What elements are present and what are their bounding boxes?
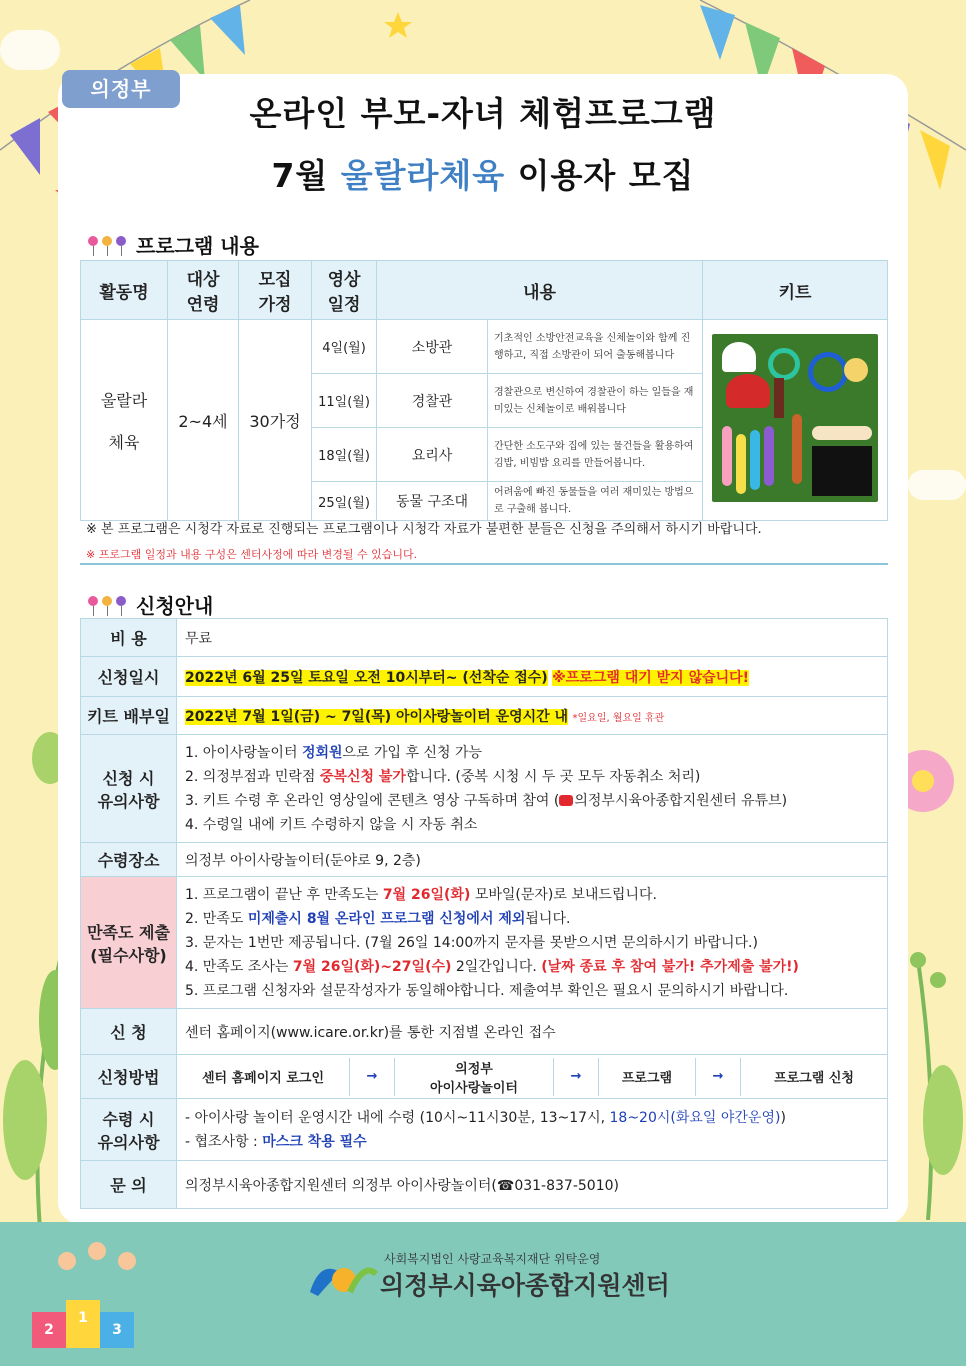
arrow-icon: → (554, 1058, 599, 1096)
balloon-hearts-icon (88, 594, 128, 616)
session-place: 경찰관 (377, 374, 488, 428)
header-kit: 키트 (703, 261, 888, 320)
apply-value: 센터 홈페이지(www.icare.or.kr)를 통한 지점별 온라인 접수 (177, 1009, 888, 1055)
target-age: 2~4세 (168, 320, 239, 521)
center-name: 의정부시육아종합지원센터 (380, 1271, 670, 1300)
arrow-icon: → (696, 1058, 741, 1096)
caution-list: 1. 아이사랑놀이터 정회원으로 가입 후 신청 가능 2. 의정부점과 민락점 중복신청 불가합니다. (중복 시청 시 두 곳 모두 자동취소 처리) 3. 키트 수령 후 온라인 영상일에 콘텐츠 영상 구독하며 참여 ( 의정부시육아종합지원센터 유튜브) 4. 수령일 내에 키트 수령하지 않을 시 자동 취소 (177, 735, 888, 843)
survey-label: 만족도 제출 (필수사항) (81, 877, 177, 1009)
session-desc: 간단한 소도구와 집에 있는 물건들을 활용하여 김밥, 비빔밥 요리를 만들어봅니다. (488, 428, 703, 482)
apply-label: 신 청 (81, 1009, 177, 1055)
session-place: 동물 구조대 (377, 482, 488, 521)
step-login: 센터 홈페이지 로그인 (177, 1058, 350, 1096)
program-note-2: ※ 프로그램 일정과 내용 구성은 센터사정에 따라 변경될 수 있습니다. (86, 548, 418, 561)
session-date: 25일(월) (312, 482, 377, 521)
operator-text: 사회복지법인 사랑교육복지재단 위탁운영 (384, 1252, 601, 1266)
title-month: 7월 (271, 156, 329, 195)
center-logo-icon (300, 1252, 380, 1302)
header-age: 대상 연령 (168, 261, 239, 320)
step-branch: 의정부 아이사랑놀이터 (395, 1058, 554, 1096)
kids-podium: 2 1 3 (30, 1282, 150, 1348)
method-flow (177, 1055, 888, 1099)
receive-label: 수령 시 유의사항 (81, 1099, 177, 1161)
apply-section-heading: 신청안내 (88, 590, 213, 619)
session-date: 11일(월) (312, 374, 377, 428)
arrow-icon: → (350, 1058, 395, 1096)
program-note-1: ※ 본 프로그램은 시청각 자료로 진행되는 프로그램이나 시청각 자료가 불편한 분들은 신청을 주의해서 하시기 바랍니다. (86, 522, 762, 537)
kit-date-value: 2022년 7월 1일(금) ~ 7일(목) 아이사랑놀이터 운영시간 내 *일요일, 월요일 휴관 (177, 697, 888, 735)
header-content: 내용 (377, 261, 703, 320)
title-recruit: 이용자 모집 (517, 156, 695, 195)
divider (80, 563, 888, 565)
caution-label: 신청 시 유의사항 (81, 735, 177, 843)
session-desc: 경찰관으로 변신하여 경찰관이 하는 일들을 재미있는 신체놀이로 배워봅니다 (488, 374, 703, 428)
pickup-value: 의정부 아이사랑놀이터(둔야로 9, 2층) (177, 843, 888, 877)
session-desc: 어려움에 빠진 동물들을 여러 재미있는 방법으로 구출해 봅니다. (488, 482, 703, 521)
contact-label: 문 의 (81, 1161, 177, 1209)
title-line-2 (0, 150, 966, 197)
recruit-families: 30가정 (239, 320, 312, 521)
header-schedule: 영상 일정 (312, 261, 377, 320)
kit-photo (712, 334, 878, 502)
contact-value: 의정부시육아종합지원센터 의정부 아이사랑놀이터(☎031-837-5010) (177, 1161, 888, 1209)
region-tag: 의정부 (62, 70, 180, 108)
session-date: 18일(월) (312, 428, 377, 482)
footer (0, 1222, 966, 1366)
balloon-hearts-icon (88, 234, 128, 256)
session-place: 소방관 (377, 320, 488, 374)
title-line-1: 온라인 부모-자녀 체험프로그램 (249, 94, 717, 133)
session-desc: 기초적인 소방안전교육을 신체놀이와 함께 진행하고, 직접 소방관이 되어 출동해봅니다 (488, 320, 703, 374)
apply-date-value: 2022년 6월 25일 토요일 오전 10시부터~ (선착순 접수) ※프로그램 대기 받지 않습니다! (177, 657, 888, 697)
session-date: 4일(월) (312, 320, 377, 374)
apply-table (80, 618, 888, 1209)
receive-list: - 아이사랑 놀이터 운영시간 내에 수령 (10시~11시30분, 13~17시, 18~20시(화요일 야간운영)) - 협조사항 : 마스크 착용 필수 (177, 1099, 888, 1161)
pickup-label: 수령장소 (81, 843, 177, 877)
title-program-name: 울랄라체육 (340, 156, 506, 195)
session-place: 요리사 (377, 428, 488, 482)
step-program: 프로그램 (599, 1058, 696, 1096)
youtube-icon (559, 795, 573, 806)
header-recruit: 모집 가정 (239, 261, 312, 320)
header-activity: 활동명 (81, 261, 168, 320)
program-section-heading: 프로그램 내용 (88, 230, 259, 259)
cost-label: 비 용 (81, 619, 177, 657)
survey-list: 1. 프로그램이 끝난 후 만족도는 7월 26일(화) 모바일(문자)로 보내드립니다. 2. 만족도 미제출시 8월 온라인 프로그램 신청에서 제외됩니다. 3. 문자는 1번만 제공됩니다. (7월 26일 14:00까지 문자를 못받으시면 문의하시기 바랍니다.) 4. 만족도 조사는 7월 26일(화)~27일(수) 2일간입니다. (날짜 종료 후 참여 불가! 추가제출 불가!) 5. 프로그램 신청자와 설문작성자가 동일해야합니다. 제출여부 확인은 필요시 문의하시기 바랍니다. (177, 877, 888, 1009)
activity-name: 울랄라 체육 (81, 320, 168, 521)
step-apply: 프로그램 신청 (774, 1071, 854, 1086)
kit-date-label: 키트 배부일 (81, 697, 177, 735)
apply-date-label: 신청일시 (81, 657, 177, 697)
cost-value: 무료 (177, 619, 888, 657)
method-label: 신청방법 (81, 1055, 177, 1099)
